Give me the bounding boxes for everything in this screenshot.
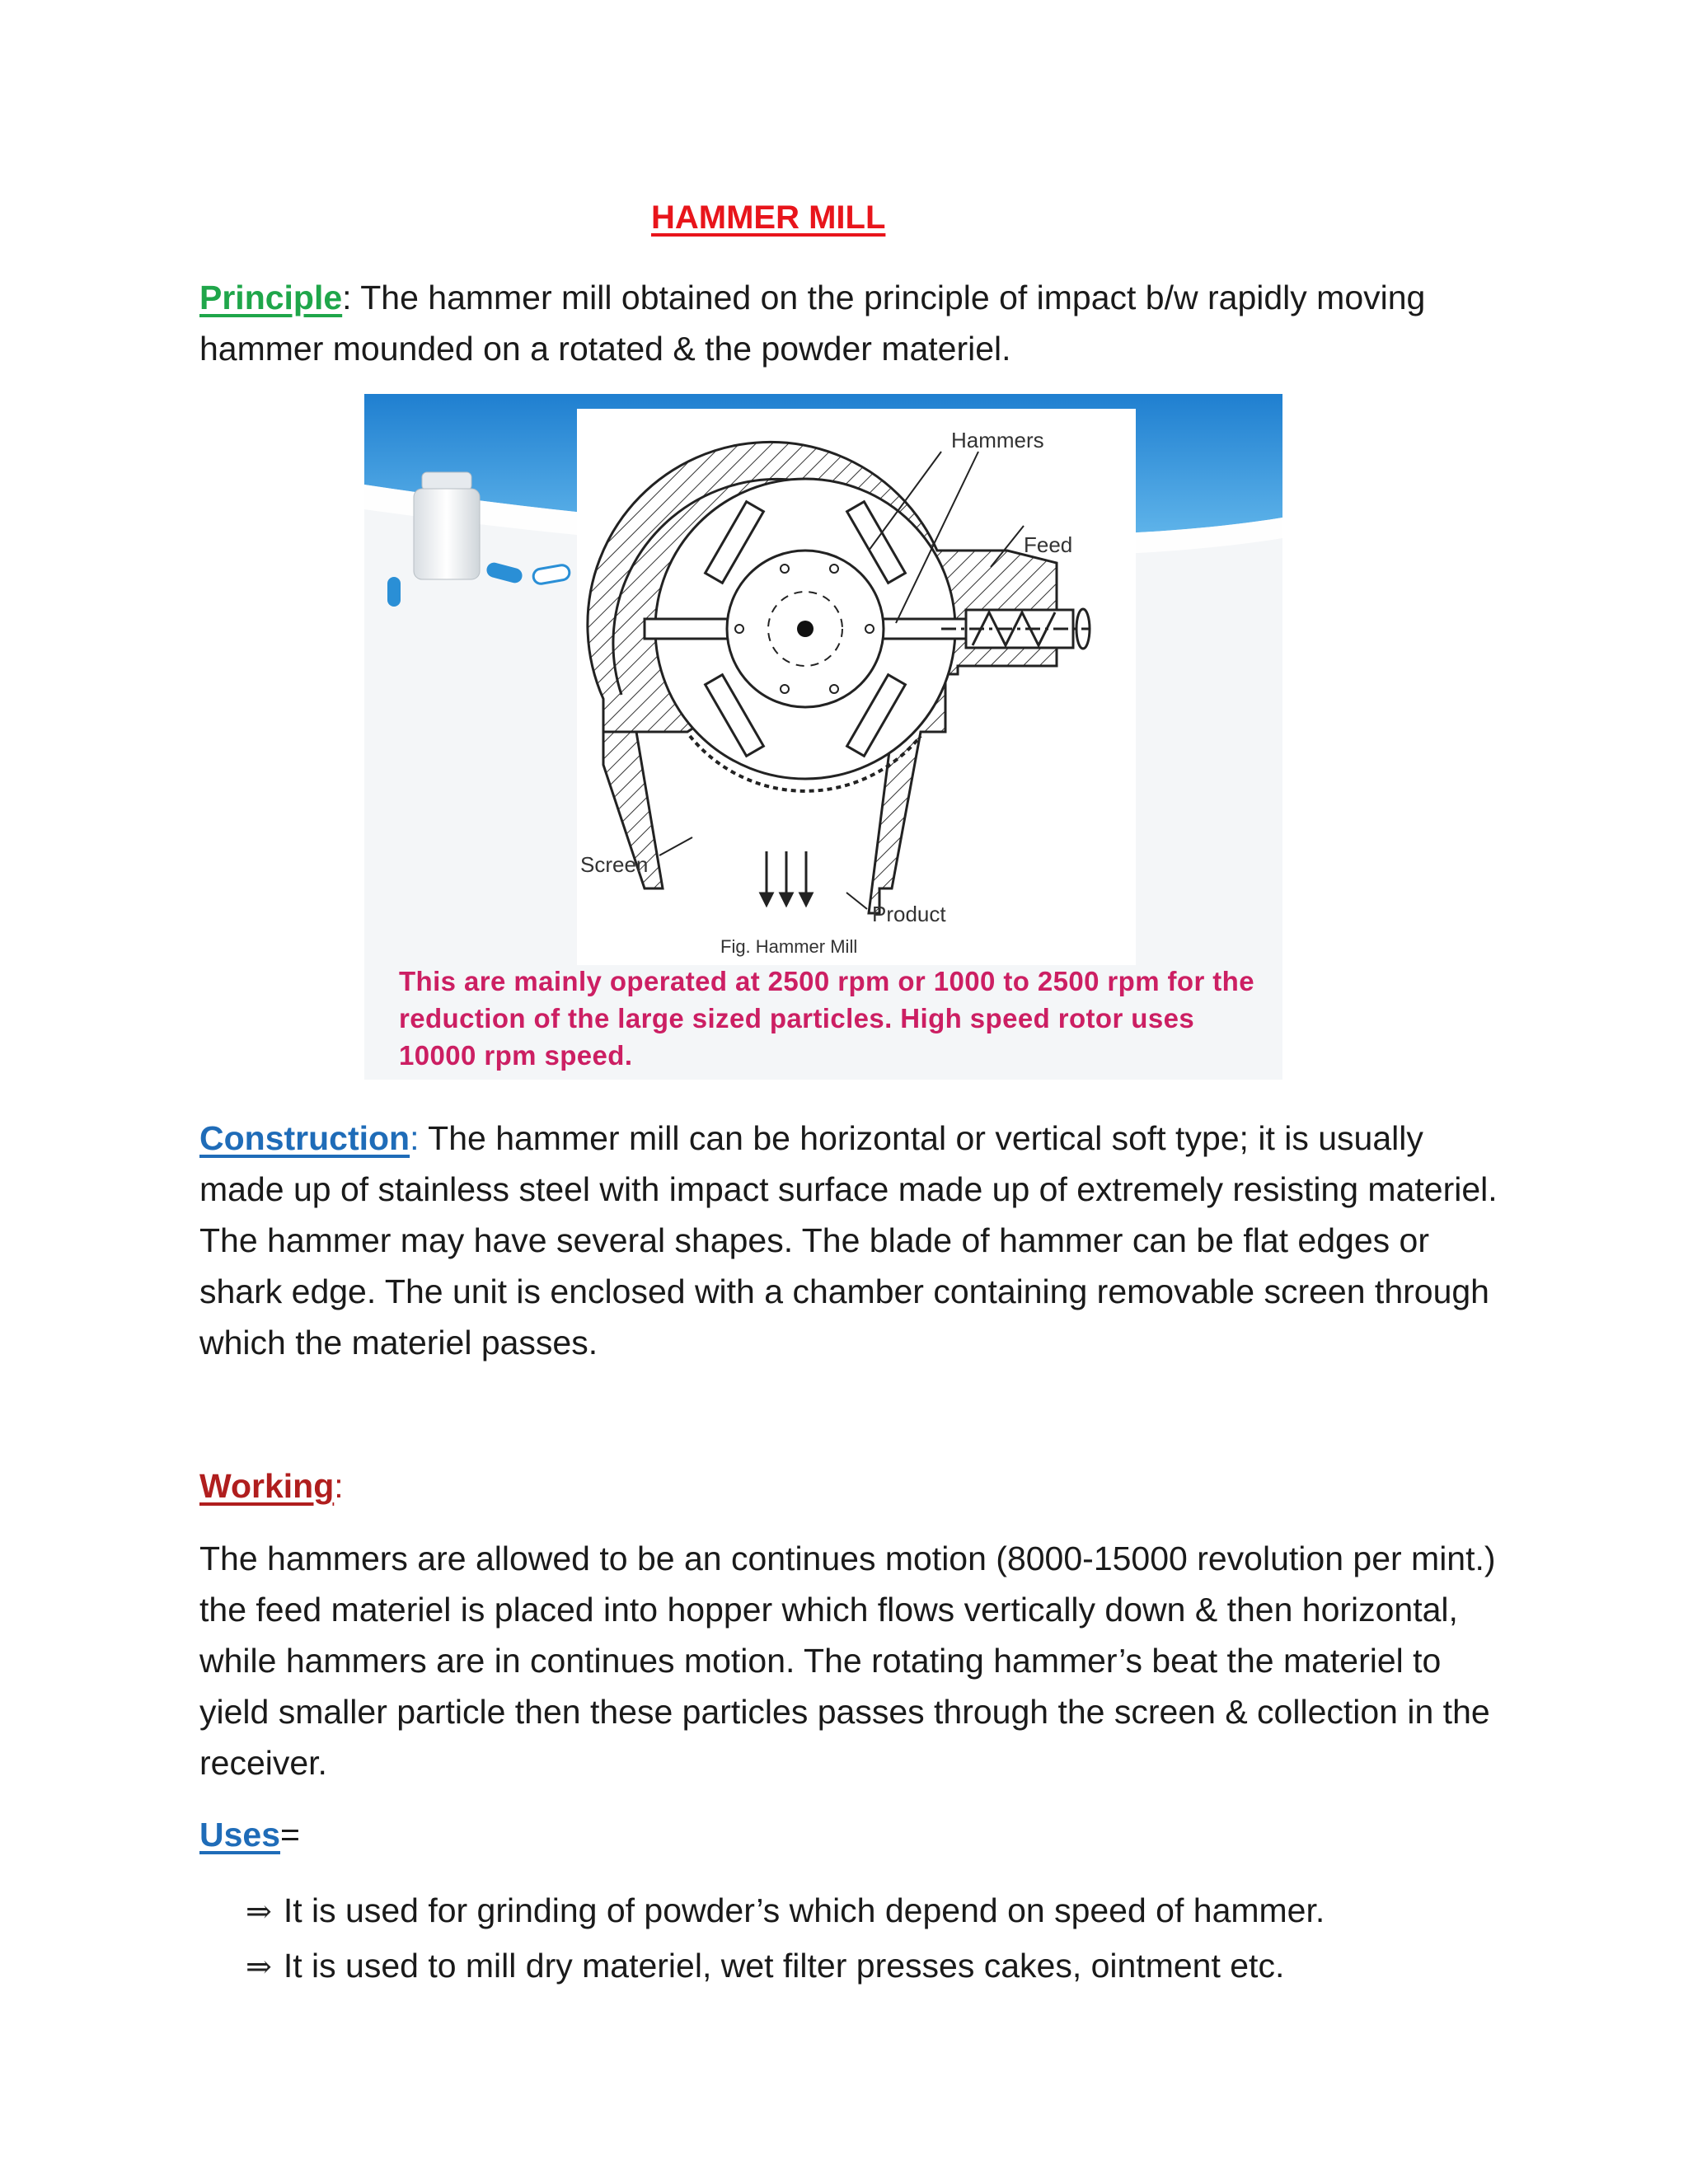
label-feed: Feed [1024,532,1073,557]
double-right-arrow-icon: ⇒ [246,1948,272,1985]
principle-text: The hammer mill obtained on the principle of impact b/w rapidly moving hammer mounded on a rotated & the powder materiel. [199,279,1426,368]
label-product: Product [872,902,946,926]
principle-separator: : [342,279,352,316]
uses-list [246,1883,1482,1994]
working-heading: Working [199,1467,335,1505]
double-right-arrow-icon: ⇒ [246,1893,272,1929]
construction-paragraph [199,1113,1502,1368]
uses-heading: Uses [199,1816,281,1854]
hammer-mill-figure [364,394,1282,1080]
uses-heading-line [199,1809,1502,1860]
principle-paragraph [199,272,1502,374]
construction-heading: Construction [199,1119,410,1157]
uses-separator: = [280,1816,300,1854]
label-screen: Screen [580,852,649,877]
working-heading-line [199,1460,1502,1511]
construction-text: The hammer mill can be horizontal or vertical soft type; it is usually made up of stainless steel with impact surface made up of extremely resisting materiel. The hammer may have several shapes. The blade of hammer can be flat edges or shark edge. The unit is enclosed with a chamber containing removable screen through which the materiel passes. [199,1119,1498,1361]
working-paragraph: The hammers are allowed to be an continues motion (8000-15000 revolution per mint.) the feed materiel is placed into hopper which flows vertically down & then horizontal, while hammers are in continues motion. The rotating hammer’s beat the materiel to yield smaller particle then these particles passes through the screen & collection in the receiver. [199,1540,1496,1782]
page-title: HAMMER MILL [651,199,886,236]
list-item [246,1938,1482,1994]
principle-heading: Principle [199,279,343,316]
working-separator: : [334,1467,344,1505]
uses-item-text: It is used for grinding of powder’s which depend on speed of hammer. [283,1891,1325,1929]
construction-separator: : [410,1119,420,1157]
figure-caption: Fig. Hammer Mill [720,936,858,957]
figure-note: This are mainly operated at 2500 rpm or 1000 to 2500 rpm for the reduction of the large sized particles. High speed rotor uses 10000 rpm speed. [399,966,1254,1071]
rotor-shaft [797,621,814,637]
uses-item-text: It is used to mill dry materiel, wet filter presses cakes, ointment etc. [283,1947,1285,1985]
list-item [246,1883,1482,1938]
label-hammers: Hammers [951,428,1044,452]
